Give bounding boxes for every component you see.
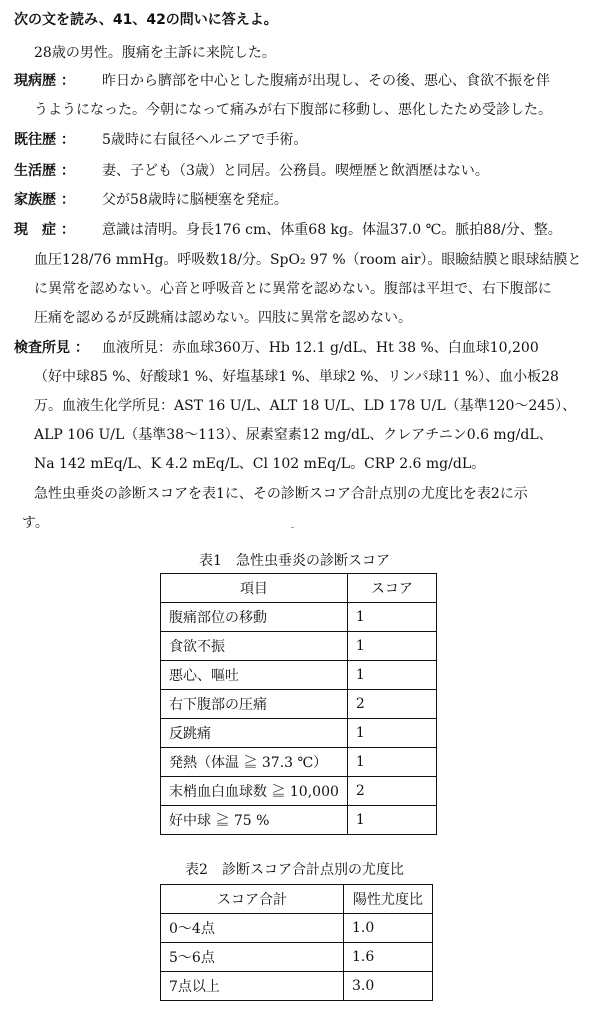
table-header: 陽性尤度比 bbox=[344, 885, 433, 914]
table-header-row bbox=[161, 574, 437, 603]
family-history: 家族歴 ： 父が58歳時に脳梗塞を発症。 bbox=[14, 192, 288, 208]
table-cell: 1 bbox=[347, 632, 436, 661]
history-present-illness-line-2: うようになった。今朝になって痛みが右下腹部に移動し、悪化したため受診した。 bbox=[34, 102, 552, 118]
physical-exam-line-3: に異常を認めない。心音と呼吸音とに異常を認めない。腹部は平坦で、右下腹部に bbox=[34, 281, 552, 297]
table-row bbox=[161, 719, 437, 748]
table-cell: 発熱（体温 ≧ 37.3 ℃） bbox=[161, 748, 348, 777]
table-row bbox=[161, 748, 437, 777]
table-cell: 腹痛部位の移動 bbox=[161, 603, 348, 632]
lab-findings-line-2: （好中球85 %、好酸球1 %、好塩基球1 %、単球2 %、リンパ球11 %）、血小板28 bbox=[34, 369, 559, 385]
past-medical-history: 既往歴 ： 5歳時に右鼠径ヘルニアで手術。 bbox=[14, 132, 308, 148]
table-row bbox=[161, 972, 433, 1001]
table-row bbox=[161, 777, 437, 806]
case-intro: 28歳の男性。腹痛を主訴に来院した。 bbox=[34, 45, 276, 61]
labs-label: 検査所見 ： bbox=[14, 340, 89, 356]
table-cell: 末梢血白血球数 ≧ 10,000 bbox=[161, 777, 348, 806]
table-cell: 5〜6点 bbox=[161, 943, 344, 972]
table-cell: 0〜4点 bbox=[161, 914, 344, 943]
table-header: 項目 bbox=[161, 574, 348, 603]
table-cell: 2 bbox=[347, 690, 436, 719]
table2-caption: 表2 診断スコア合計点別の尤度比 bbox=[185, 862, 404, 878]
table-cell: 2 bbox=[347, 777, 436, 806]
closing-line-2: す。 bbox=[22, 515, 49, 531]
pmh-label: 既往歴 ： bbox=[14, 132, 75, 148]
table-header-row bbox=[161, 885, 433, 914]
social-history: 生活歴 ： 妻、子ども（3歳）と同居。公務員。喫煙歴と飲酒歴はない。 bbox=[14, 163, 489, 179]
physical-exam-line-2: 血圧128/76 mmHg。呼吸数18/分。SpO₂ 97 %（room air）。眼瞼結膜と眼球結膜と bbox=[34, 252, 582, 268]
table-cell: 1.0 bbox=[344, 914, 433, 943]
table-cell: 1 bbox=[347, 806, 436, 835]
closing-line-1: 急性虫垂炎の診断スコアを表1に、その診断スコア合計点別の尤度比を表2に示 bbox=[34, 486, 528, 502]
table-cell: 食欲不振 bbox=[161, 632, 348, 661]
table-cell: 悪心、嘔吐 bbox=[161, 661, 348, 690]
table-cell: 1.6 bbox=[344, 943, 433, 972]
family-label: 家族歴 ： bbox=[14, 192, 75, 208]
physical-exam-line-4: 圧痛を認めるが反跳痛は認めない。四肢に異常を認めない。 bbox=[34, 310, 412, 326]
instruction-text: 次の文を読み、41、42の問いに答えよ。 bbox=[14, 12, 278, 28]
physical-exam-line-1: 現 症 ： 意識は清明。身長176 cm、体重68 kg。体温37.0 ℃。脈拍88/分、整。 bbox=[14, 222, 562, 238]
table-cell: 好中球 ≧ 75 % bbox=[161, 806, 348, 835]
table-row bbox=[161, 806, 437, 835]
table-row bbox=[161, 914, 433, 943]
table-cell: 右下腹部の圧痛 bbox=[161, 690, 348, 719]
table-cell: 3.0 bbox=[344, 972, 433, 1001]
table-row bbox=[161, 632, 437, 661]
exam-label: 現 症 ： bbox=[14, 222, 75, 238]
lab-findings-line-5: Na 142 mEq/L、K 4.2 mEq/L、Cl 102 mEq/L。CRP 2.6 mg/dL。 bbox=[34, 456, 486, 472]
stray-mark bbox=[291, 527, 294, 528]
table-cell: 反跳痛 bbox=[161, 719, 348, 748]
table-cell: 1 bbox=[347, 748, 436, 777]
table1-caption: 表1 急性虫垂炎の診断スコア bbox=[199, 553, 390, 569]
social-label: 生活歴 ： bbox=[14, 163, 75, 179]
table-header: スコア合計 bbox=[161, 885, 344, 914]
diagnostic-score-table bbox=[160, 573, 437, 835]
likelihood-ratio-table bbox=[160, 884, 433, 1001]
lab-findings-line-1: 検査所見 ： 血液所見：赤血球360万、Hb 12.1 g/dL、Ht 38 %、白血球10,200 bbox=[14, 340, 539, 356]
table-cell: 1 bbox=[347, 661, 436, 690]
table-row bbox=[161, 943, 433, 972]
table-cell: 1 bbox=[347, 719, 436, 748]
table-header: スコア bbox=[347, 574, 436, 603]
history-present-illness-line-1: 現病歴 ： 昨日から臍部を中心とした腹痛が出現し、その後、悪心、食欲不振を伴 bbox=[14, 73, 550, 89]
lab-findings-line-4: ALP 106 U/L（基準38〜113）、尿素窒素12 mg/dL、クレアチニン0.6 mg/dL、 bbox=[34, 427, 553, 443]
hpi-label: 現病歴 ： bbox=[14, 73, 75, 89]
lab-findings-line-3: 万。血液生化学所見：AST 16 U/L、ALT 18 U/L、LD 178 U/L（基準120〜245）、 bbox=[34, 398, 577, 414]
table-row bbox=[161, 603, 437, 632]
table-row bbox=[161, 690, 437, 719]
table-cell: 1 bbox=[347, 603, 436, 632]
table-row bbox=[161, 661, 437, 690]
table-cell: 7点以上 bbox=[161, 972, 344, 1001]
